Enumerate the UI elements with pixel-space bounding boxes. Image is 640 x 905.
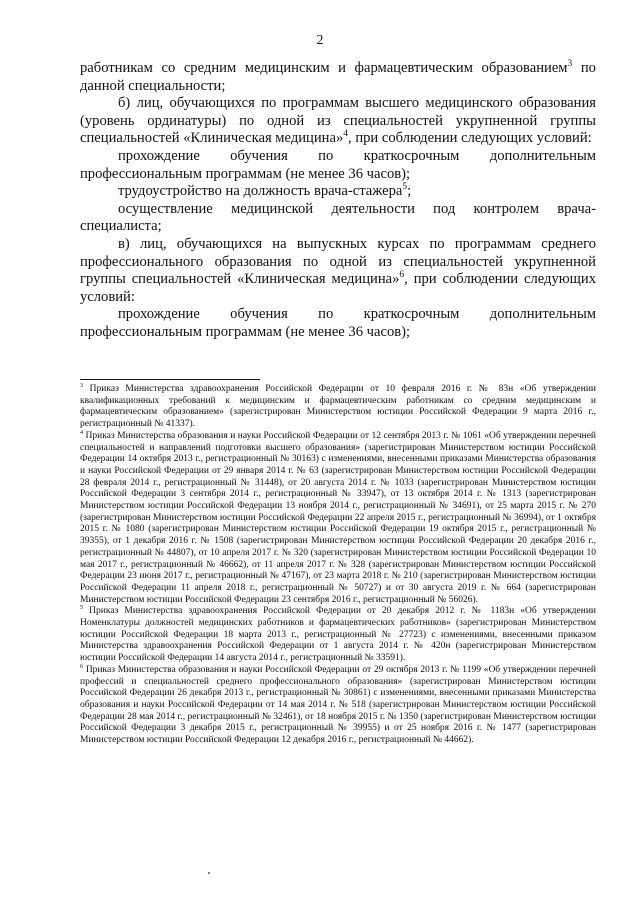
footnote-5: $^5$ Приказ Министерства здравоохранения Российской Федерации от 20 декабря 2012 г. № 1183н «Об утверждении Номенклатуры должностей медицинских работников и фармацевтических работников» (зарегистрирован Министерством юстиции Российской Федерации 18 марта 2013 г., регистрационный № 27723) с изменениями, внесенными приказом Министерства здравоохранения Российской Федерации от 1 августа 2014 г. № 420н (зарегистрирован Министерством юстиции Российской Федерации 14 августа 2014 г., регистрационный № 33591). (80, 605, 596, 664)
footnote-ref: 4 (343, 129, 349, 140)
paragraph-continuation: работникам со средним медицинским и фармацевтическим образованием$^3$ по данной специальности; (80, 59, 596, 94)
footnote-number: 4 (80, 429, 84, 436)
paragraph-condition: прохождение обучения по краткосрочным дополнительным профессиональным программам (не менее 36 часов); (80, 147, 596, 182)
footnote-6: $^6$ Приказ Министерства образования и науки Российской Федерации от 29 октября 2013 г. № 1199 «Об утверждении перечней профессий и специальностей среднего профессионального образования» (зарегистрирован Министерством юстиции Российской Федерации 26 декабря 2013 г., регистрационный № 30861) с изменениями, внесенными приказами Министерства образования и науки Российской Федерации от 14 мая 2014 г. № 518 (зарегистрирован Министерством юстиции Российской Федерации 28 мая 2014 г., регистрационный № 32461), от 18 ноября 2015 г. № 1350 (зарегистрирован Министерством юстиции Российской Федерации 3 декабря 2015 г., регистрационный № 39955) и от 25 ноября 2016 г. № 1477 (зарегистрирован Министерством юстиции Российской Федерации 12 декабря 2016 г., регистрационный № 44662). (80, 663, 596, 746)
paragraph-condition: осуществление медицинской деятельности под контролем врача-специалиста; (80, 200, 596, 235)
page-number: 2 (316, 33, 324, 48)
footnote-number: 6 (80, 663, 84, 670)
paragraph-item-b: б) лиц, обучающихся по программам высшего медицинского образования (уровень ординатуры) по одной из специальностей укрупненной группы специальностей «Клиническая медицина»$^4$, при соблюдении следующих условий: (80, 95, 596, 147)
footnote-ref: 3 (567, 59, 573, 70)
footnote-separator (80, 379, 260, 380)
paragraph-condition: трудоустройство на должность врача-стажера$^5$; (118, 182, 412, 200)
footnotes (80, 384, 596, 747)
footnote-3: $^3$ Приказ Министерства здравоохранения Российской Федерации от 10 февраля 2016 г. № 83н «Об утверждении квалификационных требований к медицинским и фармацевтическим работникам со средним медицинским и фармацевтическим образованием» (зарегистрирован Министерством юстиции Российской Федерации 9 марта 2016 г., регистрационный № 41337). (80, 382, 596, 430)
footnote-number: 5 (80, 605, 84, 612)
paragraph-item-v: в) лиц, обучающихся на выпускных курсах по программам среднего профессионального образования по одной из специальностей укрупненной группы специальностей «Клиническая медицина»$^6$, при соблюдении следующих условий: (80, 235, 597, 305)
footnote-ref: 6 (399, 270, 405, 281)
footnote-4: $^4$ Приказ Министерства образования и науки Российской Федерации от 12 сентября 2013 г. № 1061 «Об утверждении перечней специальностей и направлений подготовки высшего образования» (зарегистрирован Министерством юстиции Российской Федерации 14 октября 2013 г., регистрационный № 30163) с изменениями, внесенными приказами Министерства образования и науки Российской Федерации от 29 января 2014 г. № 63 (зарегистрирован Министерством юстиции Российской Федерации 28 февраля 2014 г., регистрационный № 31448), от 20 августа 2014 г. № 1033 (зарегистрирован Министерством юстиции Российской Федерации 3 сентября 2014 г., регистрационный № 33947), от 13 октября 2014 г. № 1313 (зарегистрирован Министерством юстиции Российской Федерации 13 ноября 2014 г., регистрационный № 34691), от 25 марта 2015 г. № 270 (зарегистрирован Министерством юстиции Российской Федерации 22 апреля 2015 г., регистрационный № 36994), от 1 октября 2015 г. № 1080 (зарегистрирован Министерством юстиции Российской Федерации 19 октября 2015 г., регистрационный № 39355), от 1 декабря 2016 г. № 1508 (зарегистрирован Министерством юстиции Российской Федерации 20 декабря 2016 г., регистрационный № 44807), от 10 апреля 2017 г. № 320 (зарегистрирован Министерством юстиции Российской Федерации 10 мая 2017 г., регистрационный № 46662), от 11 апреля 2017 г. № 328 (зарегистрирован Министерством юстиции Российской Федерации 23 июня 2017 г., регистрационный № 47167), от 23 марта 2018 г. № 210 (зарегистрирован Министерством юстиции Российской Федерации 11 апреля 2018 г., регистрационный № 50727) и от 30 августа 2019 г. № 664 (зарегистрирован Министерством юстиции Российской Федерации 23 сентября 2016 г., регистрационный № 56026). (80, 429, 596, 605)
scan-speck (208, 872, 210, 874)
main-text (80, 60, 596, 342)
footnote-number: 3 (80, 382, 84, 389)
paragraph-condition: прохождение обучения по краткосрочным дополнительным профессиональным программам (не менее 36 часов); (80, 306, 596, 340)
footnote-ref: 5 (402, 182, 408, 193)
